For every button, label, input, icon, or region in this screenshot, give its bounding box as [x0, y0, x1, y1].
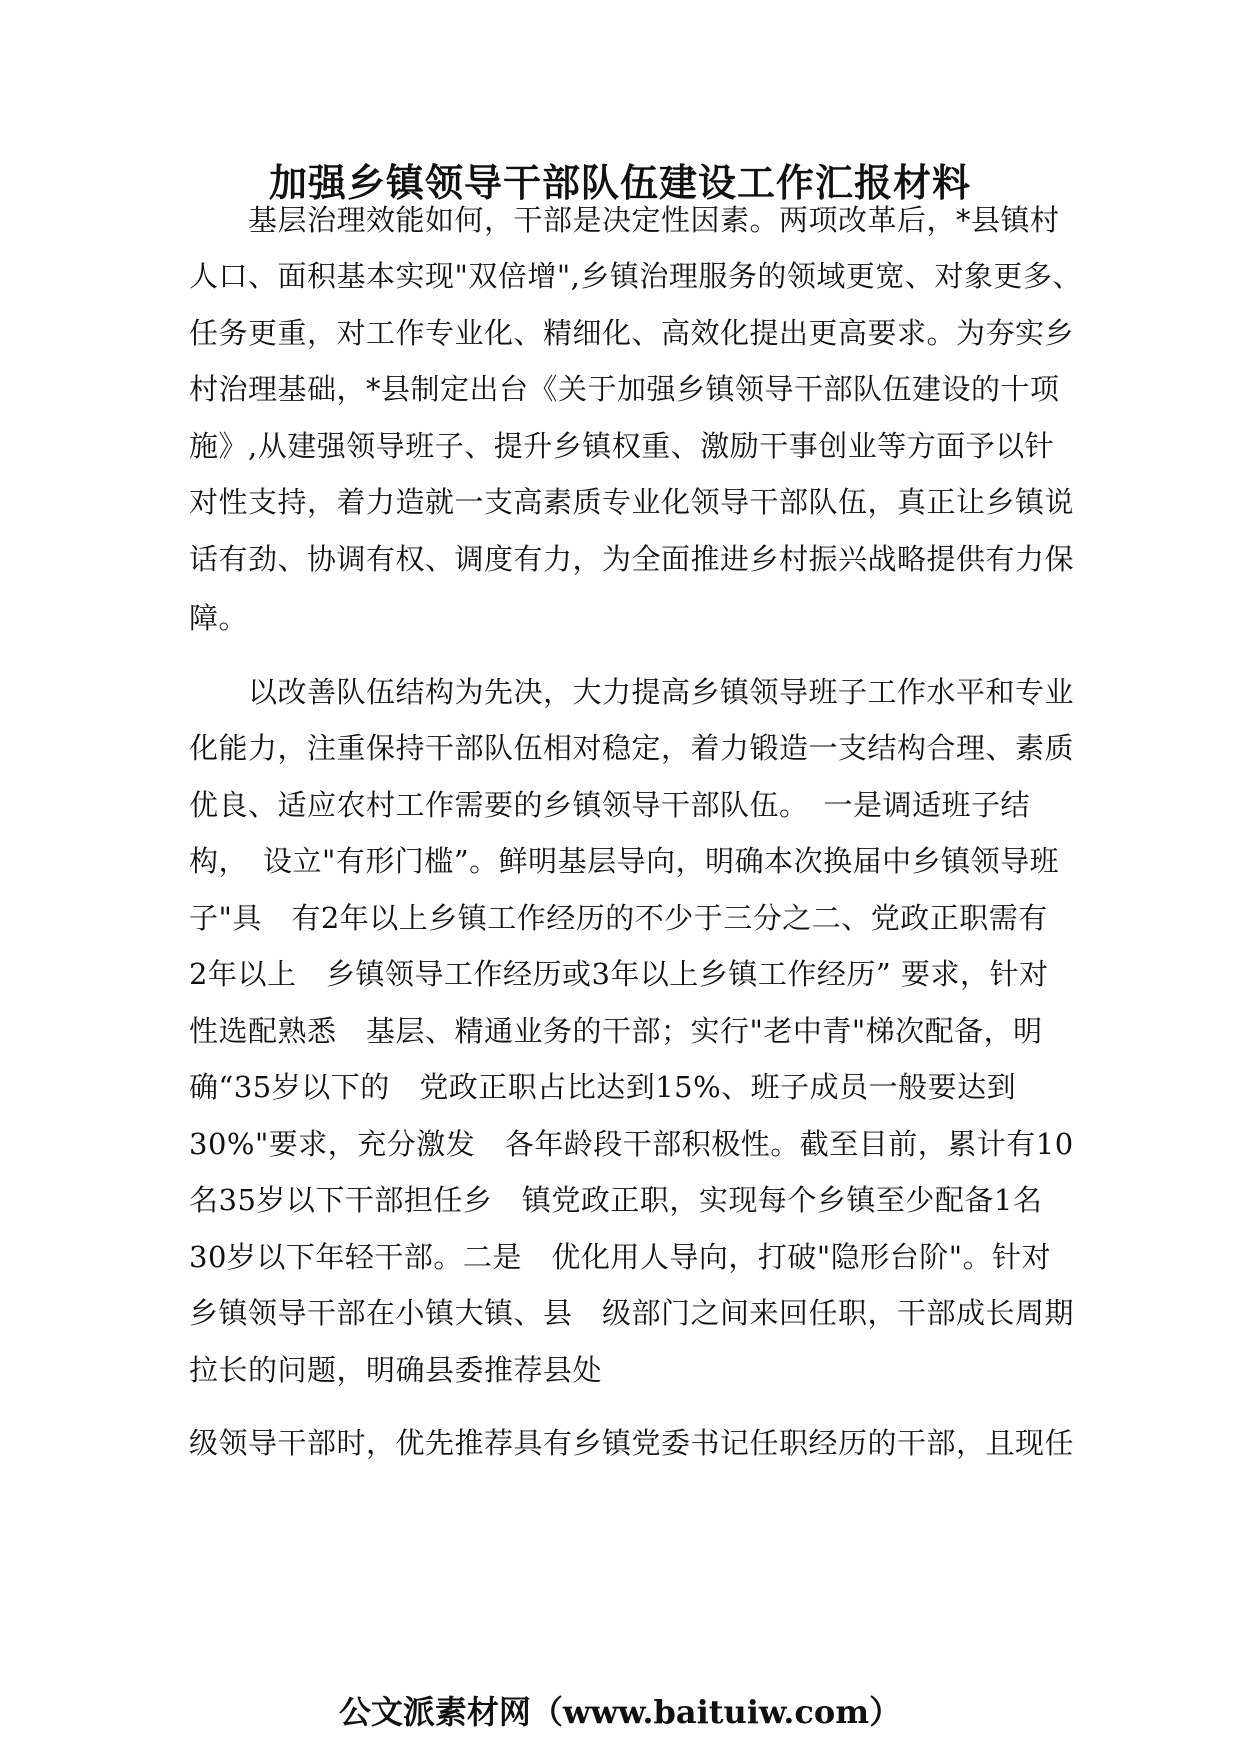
body-line: 人口、面积基本实现"双倍增",乡镇治理服务的领域更宽、对象更多、	[189, 259, 1082, 293]
document-title: 加强乡镇领导干部队伍建设工作汇报材料	[268, 160, 971, 205]
body-line: 拉长的问题，明确县委推荐县处	[189, 1353, 603, 1387]
body-line: 障。	[189, 601, 249, 635]
body-line: 2年以上 乡镇领导工作经历或3年以上乡镇工作经历” 要求，针对	[189, 957, 1049, 991]
body-line: 村治理基础，*县制定出台《关于加强乡镇领导干部队伍建设的十项	[189, 372, 1060, 406]
body-line: 确“35岁以下的 党政正职占比达到15%、班子成员一般要达到	[189, 1070, 1017, 1104]
body-line: 话有劲、协调有权、调度有力，为全面推进乡村振兴战略提供有力保	[189, 542, 1075, 576]
body-line: 性选配熟悉 基层、精通业务的干部；实行"老中青"梯次配备，明	[189, 1014, 1043, 1048]
body-line: 基层治理效能如何，干部是决定性因素。两项改革后，*县镇村	[189, 203, 1060, 237]
body-line: 构， 设立"有形门槛”。鲜明基层导向，明确本次换届中乡镇领导班	[189, 844, 1060, 878]
body-line: 子"具 有2年以上乡镇工作经历的不少于三分之二、党政正职需有	[189, 901, 1048, 935]
body-line: 以改善队伍结构为先决，大力提高乡镇领导班子工作水平和专业	[189, 675, 1075, 709]
body-line: 名35岁以下干部担任乡 镇党政正职，实现每个乡镇至少配备1名	[189, 1183, 1043, 1217]
footer-watermark: 公文派素材网（www.baituiw.com）	[338, 1693, 902, 1731]
body-line: 任务更重，对工作专业化、精细化、高效化提出更高要求。为夯实乡	[189, 316, 1075, 350]
body-line: 级领导干部时，优先推荐具有乡镇党委书记任职经历的干部，且现任	[189, 1426, 1075, 1460]
body-line: 乡镇领导干部在小镇大镇、县 级部门之间来回任职，干部成长周期	[189, 1296, 1075, 1330]
body-line: 30岁以下年轻干部。二是 优化用人导向，打破"隐形台阶"。针对	[189, 1240, 1052, 1274]
body-line: 对性支持，着力造就一支高素质专业化领导干部队伍，真正让乡镇说	[189, 485, 1075, 519]
body-line: 30%"要求，充分激发 各年龄段干部积极性。截至目前，累计有10	[189, 1127, 1074, 1161]
body-line: 化能力，注重保持干部队伍相对稳定，着力锻造一支结构合理、素质	[189, 731, 1075, 765]
body-line: 施》,从建强领导班子、提升乡镇权重、激励干事创业等方面予以针	[189, 429, 1055, 463]
body-line: 优良、适应农村工作需要的乡镇领导干部队伍。 一是调适班子结	[189, 788, 1031, 822]
